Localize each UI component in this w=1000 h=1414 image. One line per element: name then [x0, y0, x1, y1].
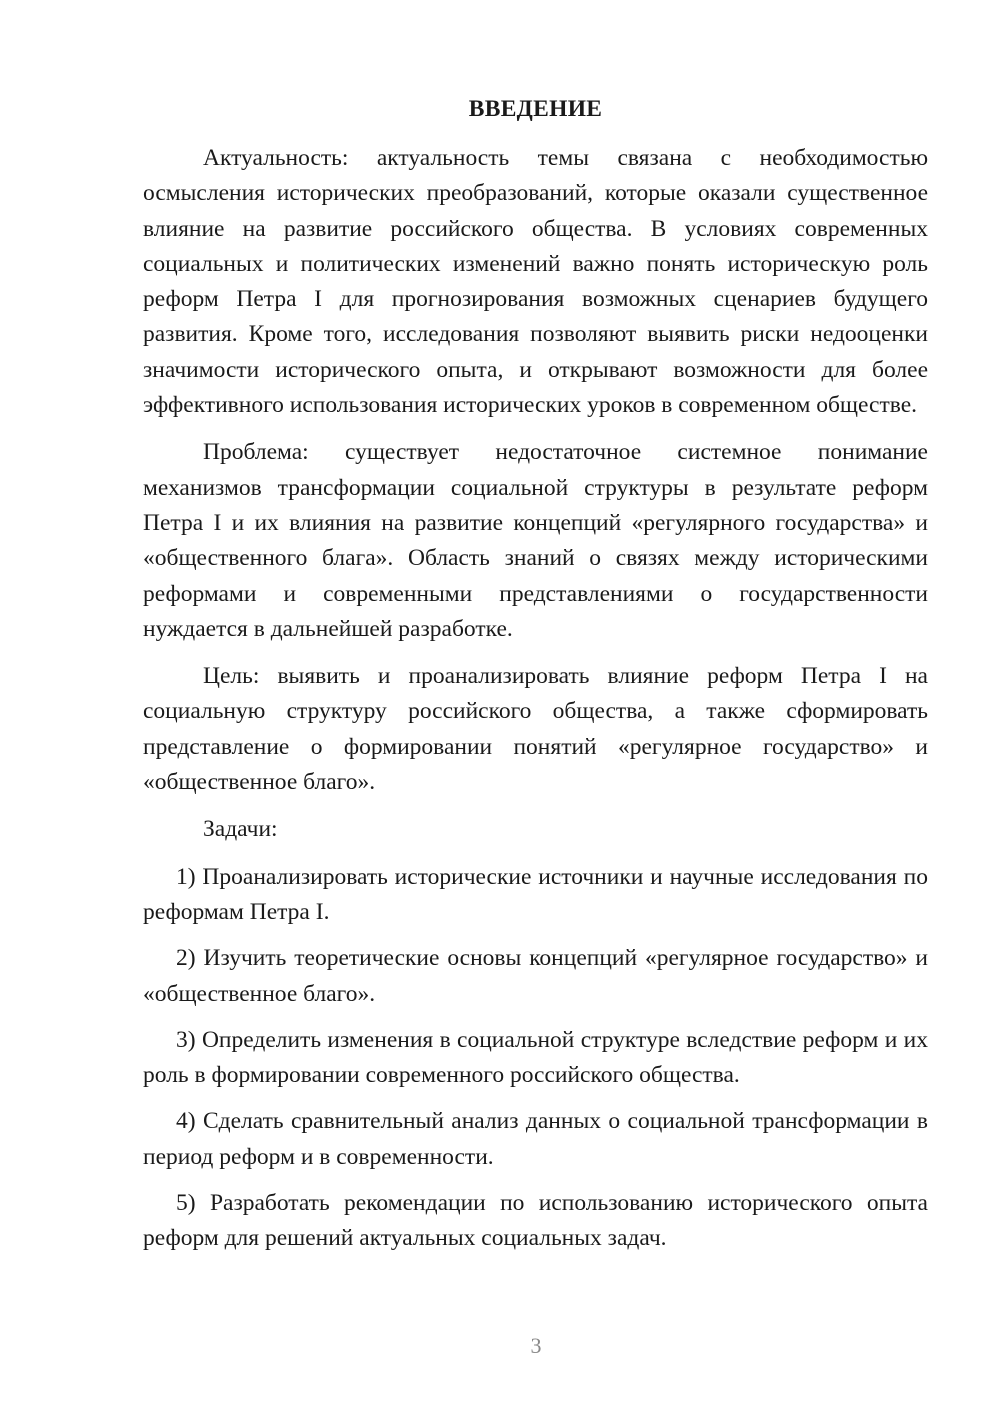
list-item: 5) Разработать рекомендации по использованию исторического опыта реформ для решений актуальных социальных задач. — [143, 1190, 928, 1252]
paragraph-relevance: Актуальность: актуальность темы связана с необходимостью осмысления исторических преобразований, которые оказали существенное влияние на развитие российского общества. В условиях современных социальных и политических изменений важно понять историческую роль реформ Петра I для прогнозирования возможных сценариев будущего развития. Кроме того, исследования позволяют выявить риски недооценки значимости исторического опыта, и открывают возможности для более эффективного использования исторических уроков в современном обществе. — [143, 145, 928, 419]
list-item: 3) Определить изменения в социальной структуре вследствие реформ и их роль в формировании современного российского общества. — [143, 1026, 928, 1089]
page-content — [143, 92, 928, 1268]
tasks-list — [143, 860, 928, 1257]
tasks-heading: Задачи: — [203, 816, 278, 843]
list-item: 4) Сделать сравнительный анализ данных о социальной трансформации в период реформ и в современности. — [143, 1108, 928, 1170]
section-title: ВВЕДЕНИЕ — [468, 96, 603, 122]
list-item: 1) Проанализировать исторические источники и научные исследования по реформам Петра I. — [143, 863, 928, 925]
paragraph-problem: Проблема: существует недостаточное системное понимание механизмов трансформации социальной структуры в результате реформ Петра I и их влияния на развитие концепций «регулярного государства» и «общественного блага». Область знаний о связях между историческими реформами и современными представлениями о государственности нуждается в дальнейшей разработке. — [143, 439, 928, 642]
paragraph-goal: Цель: выявить и проанализировать влияние реформ Петра I на социальную структуру российского общества, а также сформировать представление о формировании понятий «регулярное государство» и «общественное благо». — [143, 663, 928, 796]
page-number: 3 — [530, 1333, 542, 1358]
list-item: 2) Изучить теоретические основы концепций «регулярное государство» и «общественное благо». — [143, 945, 928, 1007]
